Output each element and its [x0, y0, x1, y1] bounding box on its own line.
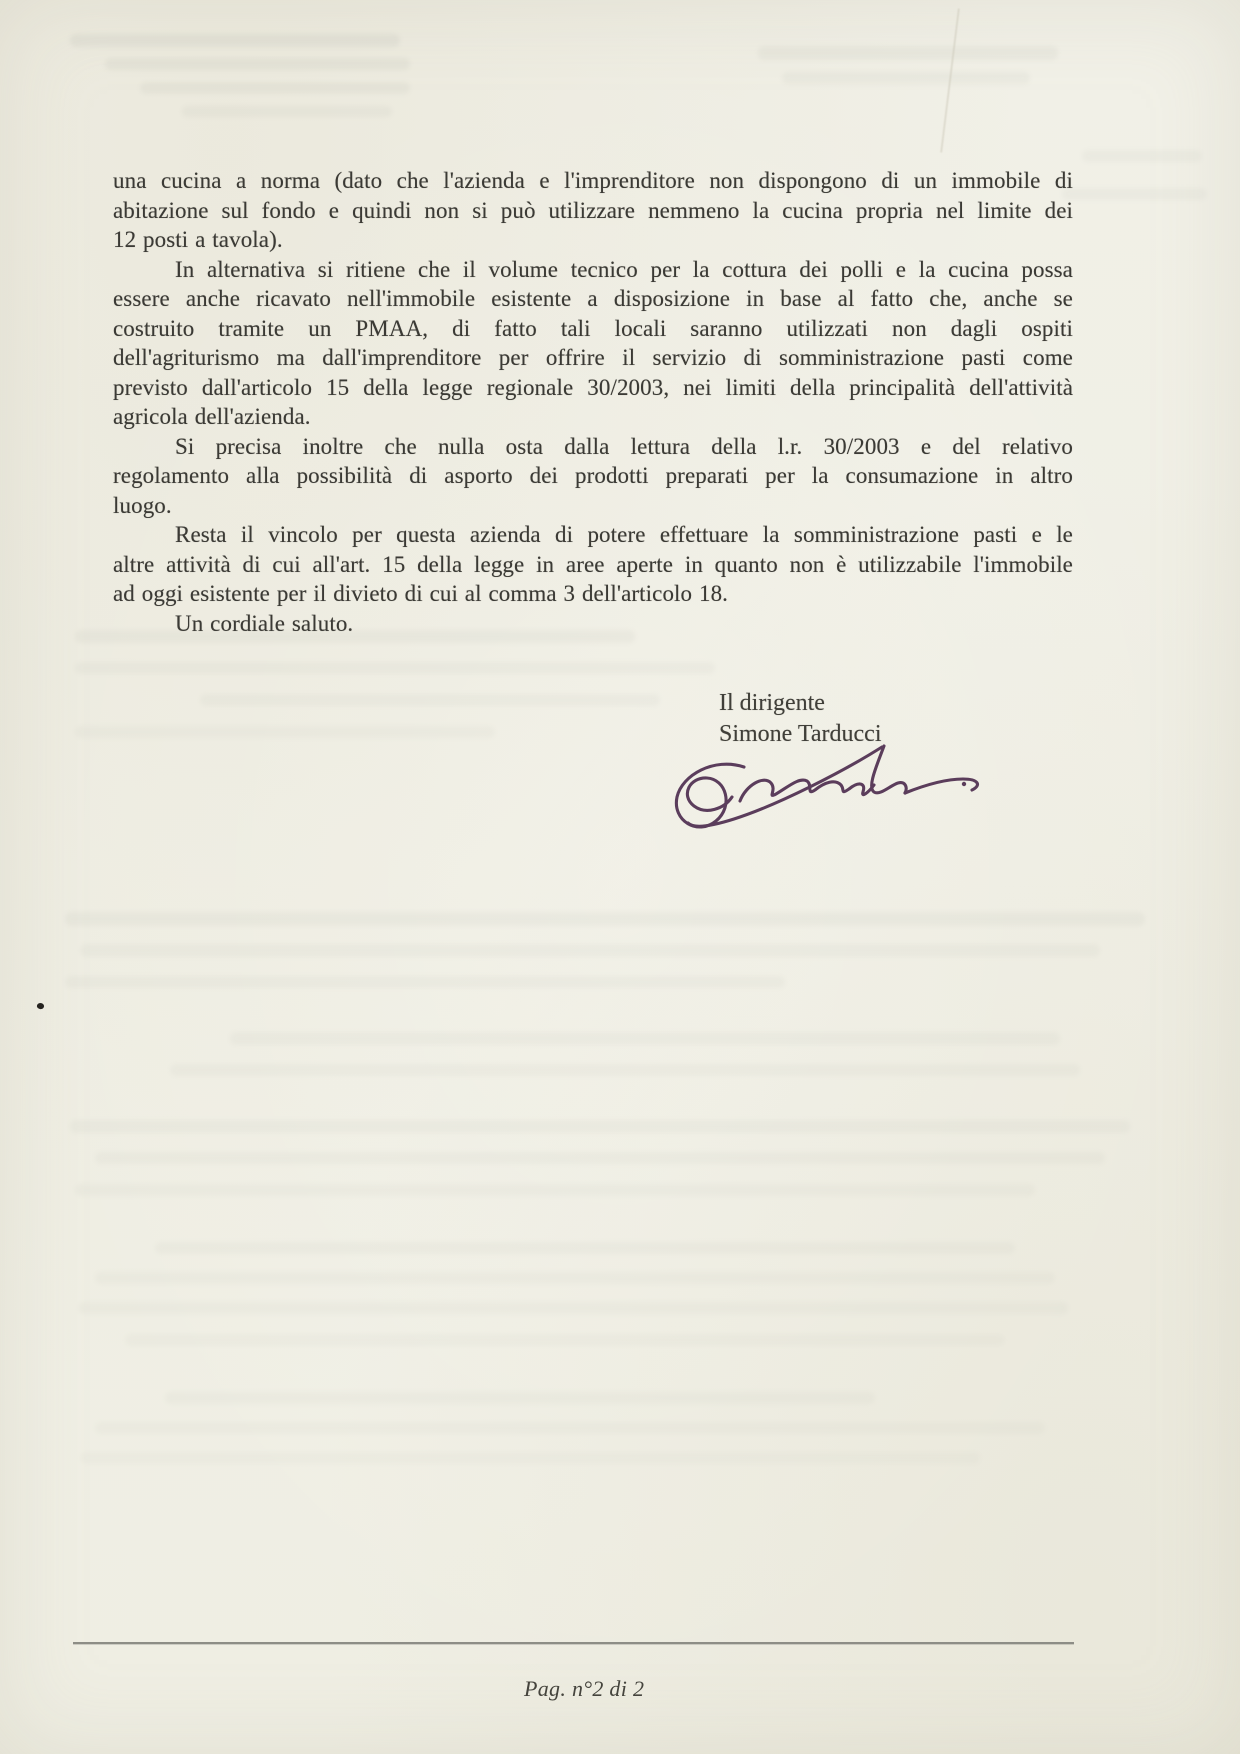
- bleedthrough-band: [95, 1272, 1055, 1284]
- text-line: altre attività di cui all'art. 15 della legge in aree aperte in quanto non è utilizzabile l'immobile: [113, 551, 1073, 577]
- text-line: Si precisa inoltre che nulla osta dalla lettura della l.r. 30/2003 e del relativo: [175, 433, 1073, 459]
- bleedthrough-band: [782, 72, 1030, 84]
- text-line: 12 posti a tavola).: [113, 227, 283, 252]
- bleedthrough-band: [200, 694, 660, 706]
- bleedthrough-band: [75, 630, 635, 643]
- signer-name: Simone Tarducci: [719, 721, 882, 747]
- ink-dot: [36, 1002, 45, 1010]
- bleedthrough-band: [75, 1184, 1035, 1196]
- page-number-label: Pag. n°2 di 2: [524, 1676, 645, 1701]
- bleedthrough-band: [165, 1392, 875, 1404]
- text-line: Resta il vincolo per questa azienda di potere effettuare la somministrazione pasti e le: [175, 522, 1073, 547]
- bleedthrough-band: [155, 1242, 1015, 1254]
- bleedthrough-band: [95, 1422, 1045, 1434]
- bleedthrough-band: [70, 34, 400, 47]
- bleedthrough-band: [65, 912, 1145, 926]
- text-line: regolamento alla possibilità di asporto dei prodotti preparati per la consumazione in altro: [113, 463, 1073, 488]
- bleedthrough-band: [170, 1064, 1080, 1076]
- bleedthrough-band: [758, 46, 1058, 60]
- signer-role: Il dirigente: [719, 690, 825, 716]
- text-line: previsto dall'articolo 15 della legge regionale 30/2003, nei limiti della principalità dell'attività: [113, 374, 1073, 400]
- text-line: abitazione sul fondo e quindi non si può utilizzare nemmeno la cucina propria nel limite dei: [113, 197, 1073, 223]
- text-line: agricola dell'azienda.: [113, 404, 311, 429]
- text-line: Un cordiale saluto.: [175, 610, 354, 636]
- bleedthrough-band: [1082, 150, 1202, 162]
- letter-body: [113, 166, 1073, 638]
- bleedthrough-band: [78, 1302, 1068, 1314]
- bleedthrough-band: [125, 1334, 1005, 1346]
- handwritten-signature: [648, 733, 998, 848]
- footer-rule: [73, 1642, 1074, 1644]
- text-line: costruito tramite un PMAA, di fatto tali locali saranno utilizzati non dagli ospiti: [113, 315, 1073, 341]
- bleedthrough-band: [95, 1152, 1105, 1164]
- bleedthrough-band: [182, 106, 392, 117]
- bleedthrough-band: [80, 1452, 980, 1464]
- bleedthrough-band: [140, 82, 410, 94]
- bleedthrough-band: [70, 1120, 1130, 1133]
- bleedthrough-band: [65, 976, 785, 988]
- text-line: una cucina a norma (dato che l'azienda e l'imprenditore non dispongono di un immobile di: [113, 168, 1073, 193]
- bleedthrough-band: [75, 662, 715, 674]
- text-line: essere anche ricavato nell'immobile esistente a disposizione in base al fatto che, anche se: [113, 286, 1073, 311]
- bleedthrough-band: [230, 1032, 1060, 1045]
- bleedthrough-band: [75, 726, 495, 738]
- text-line: luogo.: [113, 492, 172, 518]
- text-line: dell'agriturismo ma dall'imprenditore per offrire il servizio di somministrazione pasti come: [113, 345, 1073, 370]
- bleedthrough-band: [105, 58, 410, 70]
- text-line: In alternativa si ritiene che il volume tecnico per la cottura dei polli e la cucina possa: [175, 256, 1073, 282]
- bleedthrough-band: [1062, 188, 1207, 200]
- text-line: ad oggi esistente per il divieto di cui al comma 3 dell'articolo 18.: [113, 581, 729, 606]
- bleedthrough-band: [80, 944, 1100, 957]
